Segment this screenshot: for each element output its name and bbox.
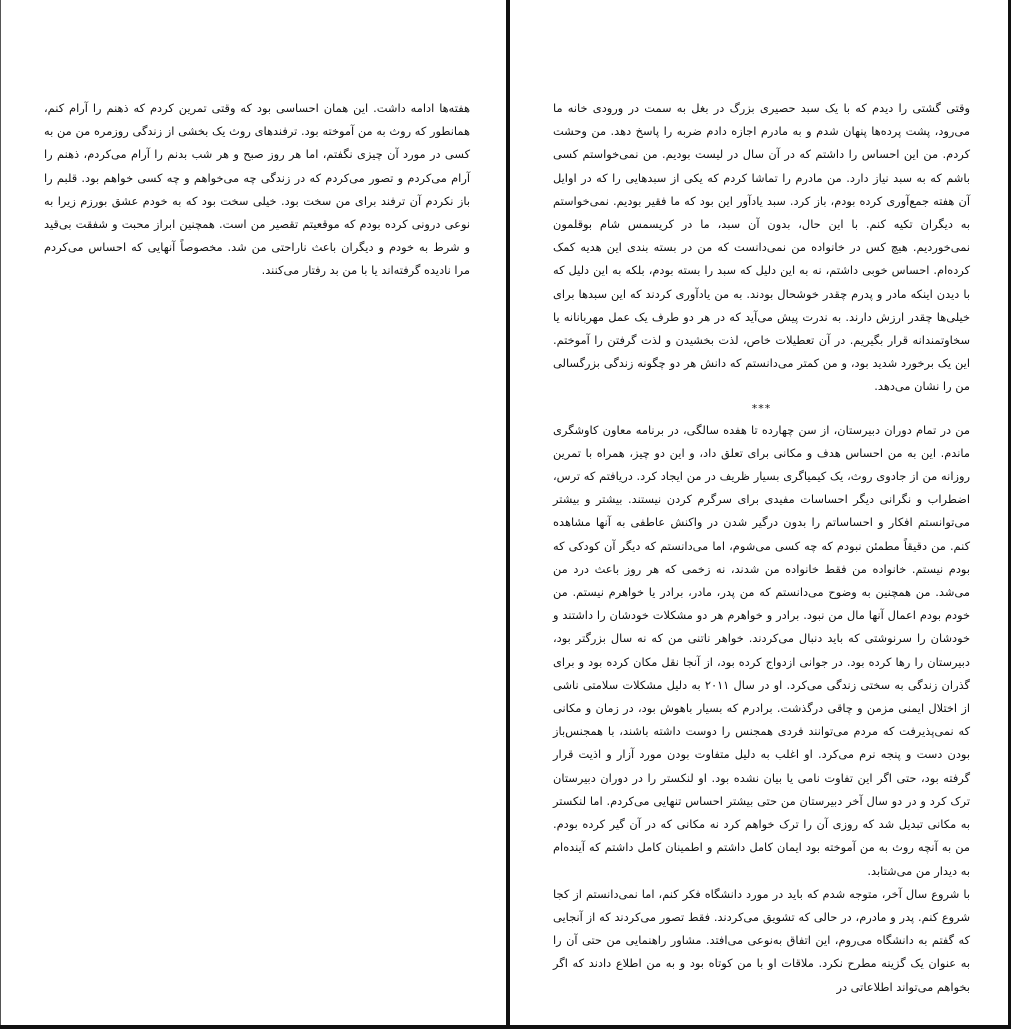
right-page-paragraph-2: من در تمام دوران دبیرستان، از سن چهارده تا هفده سالگی، در برنامه معاون کاوشگری ماندم. این به من احساس هدف و مکانی برای تعلق داد، و این دو چیز، همراه با تمرین روزانه من از جادوی روث، یک کیمیاگری بسیار ظریف در من ایجاد کرد. دریافتم که ترس، اضطراب و نگرانی دیگر احساسات مفیدی برای سرگرم کردن نیستند. بیشتر و بیشتر می‌توانستم افکار و احساساتم را بدون درگیر شدن در واکنش عاطفی به آنها مشاهده کنم. من دقیقاً مطمئن نبودم که چه کسی می‌شوم، اما می‌دانستم که دیگر آن کودکی که بودم نیستم. خانواده من فقط خانواده من شدند، نه زخمی که هر روز باعث درد من می‌شد. من همچنین به وضوح می‌دانستم که من پدر، مادر، برادر یا خواهرم نیستم. من خودم بودم اعمال آنها مال من نبود. برادر و خواهرم هر دو مشکلات خودشان را داشتند و خودشان را سرنوشتی که باید دنبال می‌کردند. خواهر ناتنی من که نه سال بزرگتر بود، دبیرستان را رها کرده بود. در جوانی ازدواج کرده بود، از آنجا نقل مکان کرده بود و برای گذران زندگی به سختی زندگی می‌کرد. او در سال ۲۰۱۱ به دلیل مشکلات سلامتی ناشی از اختلال ایمنی مزمن و چاقی درگذشت. برادرم که بسیار باهوش بود، در زمان و مکانی که نمی‌پذیرفت که مردم می‌توانند فردی همجنس را دوست داشته باشند، با همجنس‌باز بودن دست و پنجه نرم می‌کرد. او اغلب به دلیل متفاوت بودن مورد آزار و اذیت قرار گرفته بود، حتی اگر این تفاوت نامی یا بیان نشده بود. او لنکستر را در دوران دبیرستان ترک کرد و در دو سال آخر دبیرستان من حتی بیشتر احساس تنهایی می‌کردم. اما لنکستر به مکانی تبدیل شد که روزی آن را ترک خواهم کرد نه مکانی که در آن گیر کرده بودم. من به آنچه روث به من آموخته بود ایمان کامل داشتم و اطمینان کامل داشتم که آینده‌ام به دیدار من می‌شتابد. — [553, 422, 970, 878]
right-page-paragraph-1: وقتی گشتی را دیدم که با یک سبد حصیری بزرگ در بغل به سمت در ورودی خانه ما می‌رود، پشت پرده‌ها پنهان شدم و به مادرم اجازه دادم ضربه را پاسخ دهد. من وحشت کردم. من این احساس را داشتم که در آن سال در لیست بودیم. من نمی‌خواستم کسی باشم که به سبد نیاز دارد. من مادرم را تماشا کردم که یکی از سبدهایی را که در اوایل آن هفته جمع‌آوری کرده بودم، باز کرد. سبد یادآور این بود که ما فقیر بودیم. نمی‌خواستم به دیگران تکیه کنم. با این حال، بدون آن سبد، ما در کریسمس شام بوقلمون نمی‌خوردیم. هیچ کس در خانواده من نمی‌دانست که من در بسته بندی این هدیه کمک کرده‌ام. احساس خوبی داشتم، نه به این دلیل که سبد را بسته بودم، بلکه به این دلیل که با دیدن اینکه مادر و پدرم چقدر خوشحال بودند. به من یادآوری کردند که این سبدها برای خیلی‌ها چقدر ارزش دارند. به ندرت پیش می‌آید که در هر دو طرف یک عمل مهربانانه یا سخاوتمندانه قرار بگیریم. در آن تعطیلات خاص، لذت بخشیدن و لذت گرفتن را آموختم. این یک برخورد شدید بود، و من کمتر می‌دانستم که دانش هر دو چگونه زندگی بزرگسالی من را نشان می‌دهد. — [553, 101, 970, 394]
left-page-paragraph-1: هفته‌ها ادامه داشت. این همان احساسی بود که وقتی تمرین کردم که ذهنم را آرام کنم، همانطور که روث به من آموخته بود. ترفندهای روث یک بخشی از زندگی روزمره من من به کسی در مورد آن چیزی نگفتم، اما هر روز صبح و هر شب بدنم را آرام می‌کردم، ذهنم را آرام می‌کردم و تصور می‌کردم که در زندگی چه می‌خواهم و چه کسی خواهم بود. قلبم را باز نکردم آن ترفند برای من سخت بود. خیلی سخت بود که به خودم عشق بورزم زیرا به نوعی درونی کرده بودم که موقعیتم تقصیر من است. همچنین ابراز محبت و شفقت بی‌قید و شرط به خودم و دیگران باعث ناراحتی من شد. مخصوصاً آنهایی که احساس می‌کردم مرا نادیده گرفته‌اند یا با من بد رفتار می‌کنند. — [44, 101, 470, 278]
page-frame-left-edge — [0, 0, 1, 1027]
page-frame-bottom-edge — [0, 1025, 1011, 1029]
book-spine-divider — [506, 0, 510, 1027]
right-page-paragraph-3: با شروع سال آخر، متوجه شدم که باید در مورد دانشگاه فکر کنم، اما نمی‌دانستم از کجا شروع کنم. پدر و مادرم، در حالی که تشویق می‌کردند. فقط تصور می‌کردند که از آنجایی که گفتم به دانشگاه می‌روم، این اتفاق به‌نوعی می‌افتد. مشاور راهنمایی من حتی آن را به عنوان یک گزینه مطرح نکرد. ملاقات او با من کوتاه بود و به من اطلاع دادند که اگر بخواهم می‌تواند اطلاعاتی در — [553, 886, 970, 994]
left-page — [44, 97, 470, 283]
right-page — [553, 97, 970, 999]
section-separator: *** — [751, 401, 772, 415]
